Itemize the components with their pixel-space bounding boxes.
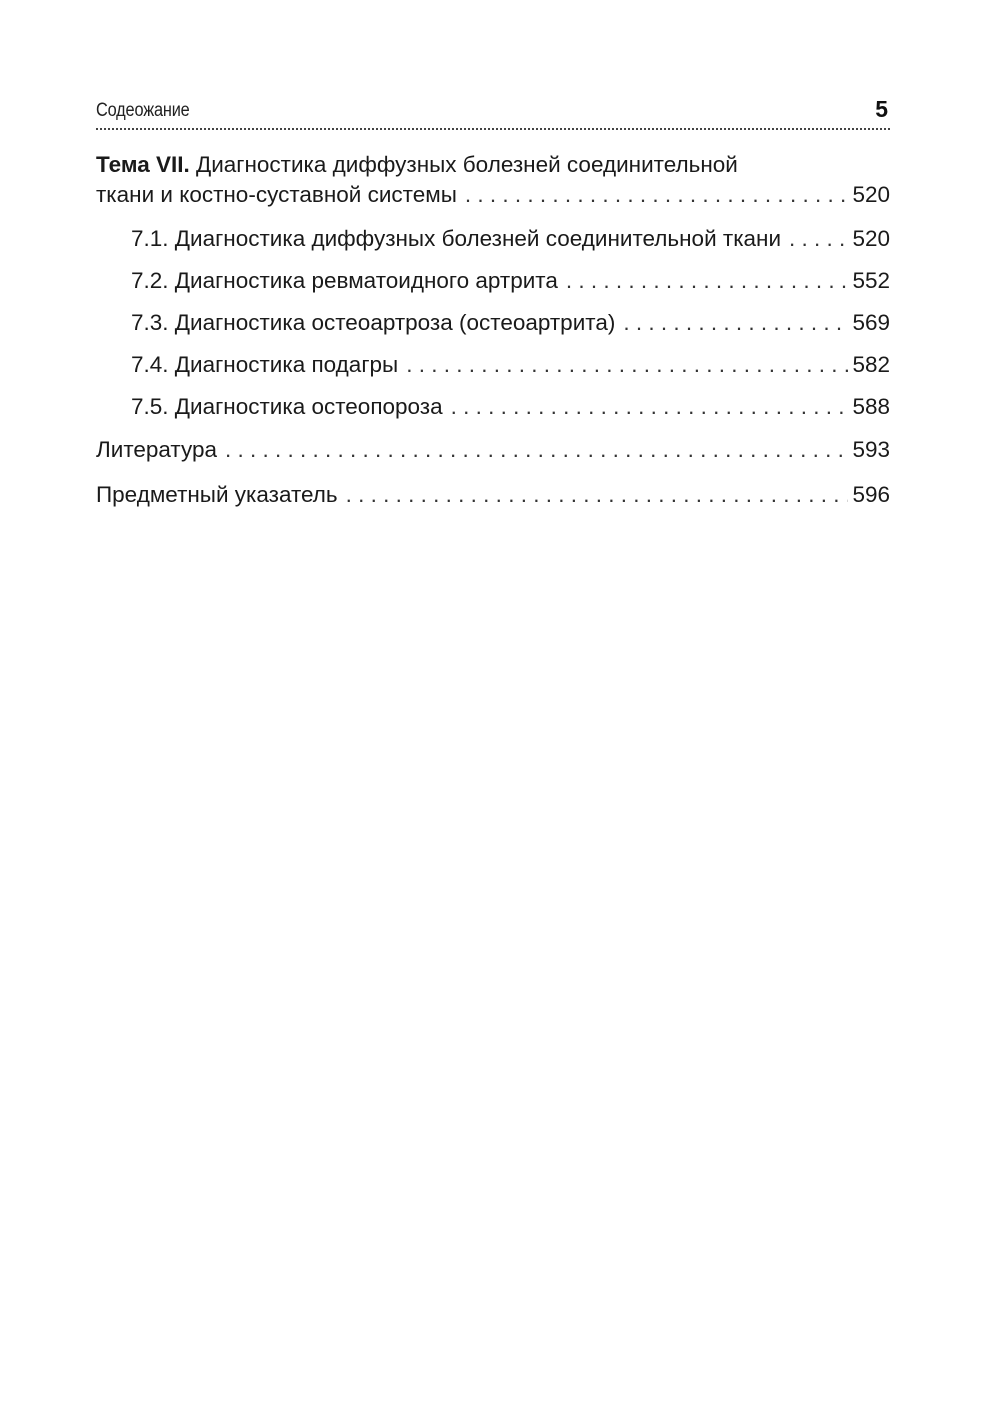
dot-leader xyxy=(558,266,849,296)
section-page-number: 588 xyxy=(852,394,890,419)
dot-leader xyxy=(457,180,849,210)
toc-topic-heading-line2[interactable] xyxy=(96,180,890,210)
running-header xyxy=(96,96,890,132)
section-label: 7.1. Диагностика диффузных болезней соединительной ткани xyxy=(131,226,782,251)
dot-leader xyxy=(398,350,848,380)
dot-leader xyxy=(443,392,849,422)
topic-title-line1: Диагностика диффузных болезней соединительной xyxy=(189,152,738,177)
header-dotted-rule xyxy=(96,128,890,130)
references-label: Литература xyxy=(96,437,218,462)
toc-entry-7-5[interactable] xyxy=(131,392,890,422)
section-page-number: 569 xyxy=(852,310,890,335)
toc-entry-7-2[interactable] xyxy=(131,266,890,296)
section-page-number: 582 xyxy=(852,352,890,377)
toc-entry-references[interactable] xyxy=(96,435,890,465)
dot-leader xyxy=(217,435,848,465)
toc-entry-7-3[interactable] xyxy=(131,308,890,338)
dot-leader xyxy=(615,308,848,338)
references-page-number: 593 xyxy=(852,437,890,462)
dot-leader xyxy=(338,480,849,510)
header-title: Содеожание xyxy=(96,100,190,121)
toc-entry-subject-index[interactable] xyxy=(96,480,890,510)
section-label: 7.4. Диагностика подагры xyxy=(131,352,399,377)
toc-entry-7-1[interactable] xyxy=(131,224,890,254)
index-page-number: 596 xyxy=(852,482,890,507)
dot-leader xyxy=(781,224,848,254)
topic-prefix: Тема VII. xyxy=(96,152,190,177)
section-page-number: 520 xyxy=(852,226,890,251)
index-label: Предметный указатель xyxy=(96,482,338,507)
topic-page-number: 520 xyxy=(852,182,890,207)
section-label: 7.2. Диагностика ревматоидного артрита xyxy=(131,268,558,293)
toc-topic-heading-line1[interactable] xyxy=(96,150,890,180)
section-label: 7.3. Диагностика остеоартроза (остеоартрита) xyxy=(131,310,616,335)
section-label: 7.5. Диагностика остеопороза xyxy=(131,394,443,419)
toc-entry-7-4[interactable] xyxy=(131,350,890,380)
topic-title-line2: ткани и костно-суставной системы xyxy=(96,182,457,207)
header-page-number: 5 xyxy=(875,96,888,122)
section-page-number: 552 xyxy=(852,268,890,293)
